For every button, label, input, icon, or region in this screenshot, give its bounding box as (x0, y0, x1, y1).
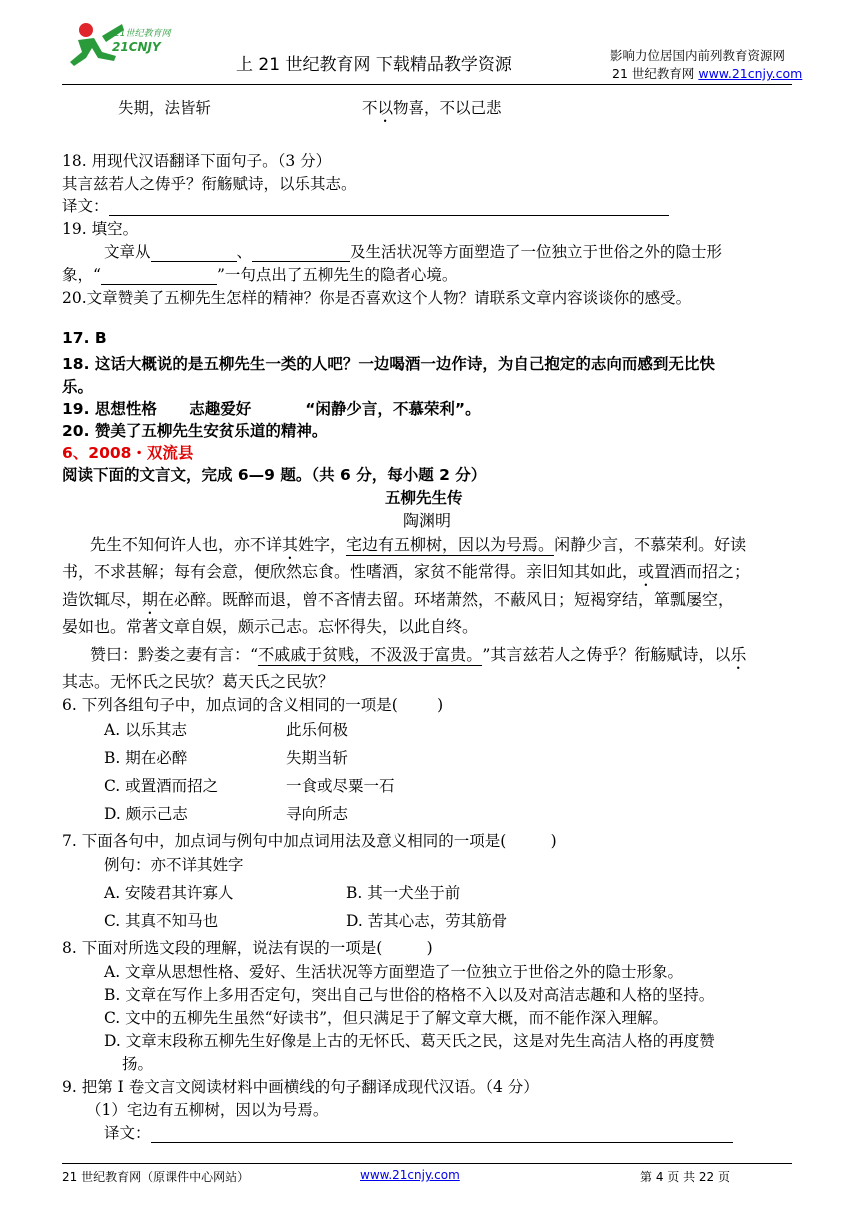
header-site (612, 64, 802, 82)
passage-title: 五柳先生传 (385, 488, 463, 507)
q8-option-a: A. 文章从思想性格、爱好、生活状况等方面塑造了一位独立于世俗之外的隐士形象。 (104, 963, 684, 981)
passage-p1-line3: 造饮辄尽，期在必醉。既醉而退，曾不吝情去留。环堵萧然，不蔽风日；短褐穿结，箪瓢屡空， (62, 590, 735, 609)
question-20: 20.文章赞美了五柳先生怎样的精神？你是否喜欢这个人物？请联系文章内容谈谈你的感受。 (62, 289, 692, 307)
passage-p1-line4: 晏如也。常著文章自娱，颇示己志。忘怀得失，以此自终。 (62, 617, 479, 636)
logo-text-top: 21世纪教育网 (114, 29, 171, 39)
footer-divider (62, 1163, 792, 1164)
site-logo (64, 18, 174, 80)
q6-option-d-left: D. 颇示己志 (104, 805, 188, 823)
footer-left: 21 世纪教育网（原课件中心网站） (62, 1170, 250, 1184)
question-18: 18. 用现代汉语翻译下面句子。（3 分） (62, 152, 332, 170)
line-1a: 失期，法皆斩 (118, 99, 212, 117)
header-title: 上 21 世纪教育网 下载精品教学资源 (236, 55, 512, 75)
answer-20: 20. 赞美了五柳先生安贫乐道的精神。 (62, 422, 328, 440)
answer-19: 19. 思想性格 志趣爱好 “闲静少言，不慕荣利”。 (62, 400, 481, 418)
question-9: 9. 把第 I 卷文言文阅读材料中画横线的句子翻译成现代汉语。（4 分） (62, 1078, 539, 1096)
passage-p1-line1: 先生不知何许人也，亦不详其姓字，宅边有五柳树，因以为号焉。闲静少言，不慕荣利。好读 (90, 532, 746, 563)
q7-option-c: C. 其真不知马也 (104, 912, 219, 930)
q7-option-b: B. 其一犬坐于前 (346, 884, 461, 902)
q6-option-c-right: 一食或尽粟一石 (286, 777, 395, 795)
question-18-answer: 译文： (62, 194, 669, 216)
question-7-example: 例句：亦不详其姓字 (104, 856, 244, 874)
question-18-text: 其言兹若人之俦乎？衔觞赋诗，以乐其志。 (62, 175, 357, 193)
q6-option-b-left: B. 期在必醉 (104, 749, 188, 767)
answer-18-line2: 乐。 (62, 378, 94, 396)
passage-p2-line2: 其志。无怀氏之民欤？葛天氏之民欤？ (62, 672, 335, 691)
header-divider (62, 84, 792, 85)
section-heading: 6、2008・双流县 (62, 444, 194, 462)
question-19-line2: 象，“ ”一句点出了五柳先生的隐者心境。 (62, 266, 458, 284)
passage-p2-line1: 赞曰：黔娄之妻有言：“不戚戚于贫贱，不汲汲于富贵。”其言兹若人之俦乎？衔觞赋诗，以乐 (90, 642, 746, 673)
q6-option-a-left: A. 以乐其志 (104, 721, 188, 739)
line-1b: 不以物喜，不以己悲 (362, 99, 502, 117)
footer-link[interactable]: www.21cnjy.com (360, 1168, 460, 1182)
q8-option-d-line2: 扬。 (122, 1055, 154, 1073)
q7-option-d: D. 苦其心志，劳其筋骨 (346, 912, 508, 930)
question-19-line1: 文章从 、 及生活状况等方面塑造了一位独立于世俗之外的隐士形 (104, 243, 723, 261)
passage-p1-line2: 书，不求甚解；每有会意，便欣然忘食。性嗜酒，家贫不能常得。亲旧知其如此，或置酒而招之； (62, 562, 751, 581)
logo-text-bottom: 21CNJY (112, 40, 161, 54)
q6-option-b-right: 失期当斩 (286, 749, 349, 767)
question-7: 7. 下面各句中，加点词与例句中加点词用法及意义相同的一项是( ) (62, 832, 557, 850)
passage-author: 陶渊明 (403, 511, 452, 530)
answer-18-line1: 18. 这话大概说的是五柳先生一类的人吧？一边喝酒一边作诗，为自己抱定的志向而感到无比快 (62, 355, 715, 373)
header-site-link[interactable]: www.21cnjy.com (698, 66, 803, 81)
header-site-prefix: 21 世纪教育网 (612, 66, 699, 81)
answer-17: 17. B (62, 329, 107, 347)
q7-option-a: A. 安陵君其许寡人 (104, 884, 234, 902)
question-8: 8. 下面对所选文段的理解，说法有误的一项是( ) (62, 939, 433, 957)
question-9-sentence: （1）宅边有五柳树，因以为号焉。 (86, 1101, 329, 1119)
q8-option-b: B. 文章在写作上多用否定句，突出自己与世俗的格格不入以及对高洁志趣和人格的坚持。 (104, 986, 715, 1004)
q8-option-d-line1: D. 文章末段称五柳先生好像是上古的无怀氏、葛天氏之民，这是对先生高洁人格的再度赞 (104, 1032, 715, 1050)
q8-option-c: C. 文中的五柳先生虽然“好读书”，但只满足于了解文章大概，而不能作深入理解。 (104, 1009, 669, 1027)
question-9-answer: 译文： (104, 1121, 733, 1143)
q6-option-c-left: C. 或置酒而招之 (104, 777, 219, 795)
header-slogan: 影响力位居国内前列教育资源网 (610, 48, 786, 63)
q6-option-d-right: 寻向所志 (286, 805, 349, 823)
reading-instruction: 阅读下面的文言文，完成 6—9 题。（共 6 分，每小题 2 分） (62, 466, 487, 484)
q6-option-a-right: 此乐何极 (286, 721, 349, 739)
footer-page-number: 第 4 页 共 22 页 (640, 1170, 730, 1184)
question-19: 19. 填空。 (62, 220, 139, 238)
question-6: 6. 下列各组句子中，加点词的含义相同的一项是( ) (62, 696, 444, 714)
